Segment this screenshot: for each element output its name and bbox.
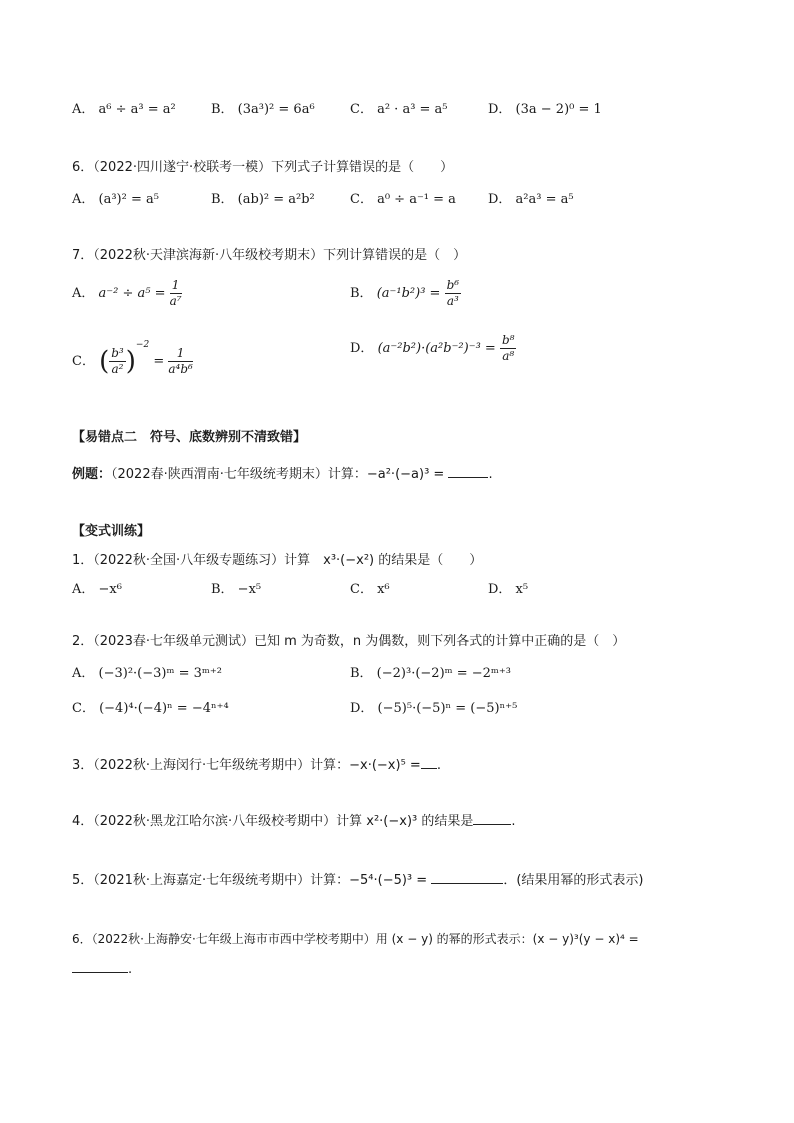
- v5-text: 5．（2021秋·上海嘉定·七年级统考期中）计算：−5⁴·(−5)³ =: [72, 873, 428, 888]
- v5-answer-blank[interactable]: [431, 872, 503, 884]
- v2-option-a[interactable]: A． (−3)²·(−3)ᵐ = 3ᵐ⁺²: [72, 666, 222, 681]
- q7-a-expr: a⁻² ÷ a⁵ =: [98, 286, 166, 301]
- q7-d-num: b⁸: [501, 333, 515, 347]
- v1-option-c[interactable]: C． x⁶: [350, 582, 390, 597]
- q7-c-prefix: C．: [72, 354, 95, 369]
- v3-end: .: [436, 758, 441, 773]
- q7-b-expr: (a⁻¹b²)³ =: [376, 286, 441, 301]
- q5-option-b[interactable]: B． (3a³)² = 6a⁶: [211, 102, 315, 117]
- q7-c-exponent: −2: [135, 340, 150, 350]
- q7-a-prefix: A．: [72, 286, 95, 301]
- q7-b-fraction: [445, 278, 462, 309]
- q7-b-den: a³: [446, 294, 459, 308]
- q7-c-inner-den: a²: [111, 362, 124, 376]
- q7-d-expr: (a⁻²b²)·(a²b⁻²)⁻³ =: [377, 341, 496, 356]
- q7-c-den: a⁴b⁶: [168, 362, 193, 376]
- example-text: （2022春·陕西渭南·七年级统考期末）计算：−a²·(−a)³ =: [111, 467, 445, 482]
- section-heading-error-point-2: 【易错点二 符号、底数辨别不清致错】: [72, 430, 307, 445]
- q7-c-close-paren: ): [125, 346, 136, 377]
- q5-option-c[interactable]: C． a² · a³ = a⁵: [350, 102, 448, 117]
- q7-a-num: 1: [170, 278, 182, 294]
- v3-text: 3．（2022秋·上海闵行·七年级统考期中）计算：−x·(−x)⁵ =: [72, 758, 421, 773]
- q7-c-num: 1: [168, 346, 192, 362]
- v3-question: [72, 757, 441, 774]
- example-end: .: [488, 467, 493, 482]
- q7-option-a[interactable]: [72, 278, 182, 309]
- v6-question: 6．（2022秋·上海静安·七年级上海市市西中学校考期中）用 (x − y) 的幂的形式表示：(x − y)³(y − x)⁴ =: [72, 932, 639, 946]
- v5-end: ．(结果用幂的形式表示): [503, 873, 644, 888]
- q7-c-equals: =: [153, 354, 165, 369]
- q7-c-fraction: [168, 346, 192, 377]
- q7-c-open-paren: (: [99, 346, 110, 377]
- q5-option-d[interactable]: D． (3a − 2)⁰ = 1: [488, 102, 602, 117]
- q7-option-b[interactable]: [350, 278, 461, 309]
- q7-b-prefix: B．: [350, 286, 373, 301]
- variant-training-heading: 【变式训练】: [72, 524, 151, 539]
- v4-text: 4．（2022秋·黑龙江哈尔滨·八年级校考期中）计算 x²·(−x)³ 的结果是: [72, 814, 474, 829]
- q6-option-a[interactable]: A． (a³)² = a⁵: [72, 192, 159, 207]
- example-answer-blank[interactable]: [448, 466, 488, 478]
- v6-end: .: [128, 962, 133, 977]
- q7-d-den: a⁸: [502, 349, 515, 363]
- q7-b-num: b⁶: [446, 278, 460, 292]
- q7-option-c[interactable]: [72, 330, 193, 377]
- q6-option-c[interactable]: C． a⁰ ÷ a⁻¹ = a: [350, 192, 456, 207]
- q7-stem: 7．（2022秋·天津滨海新·八年级校考期末）下列计算错误的是（ ）: [72, 248, 467, 263]
- q6-stem: 6．（2022·四川遂宁·校联考一模）下列式子计算错误的是（ ）: [72, 160, 454, 175]
- example-question: [72, 466, 493, 483]
- v4-answer-blank[interactable]: [473, 813, 511, 825]
- q7-a-den: a⁷: [169, 294, 182, 308]
- v1-option-d[interactable]: D． x⁵: [488, 582, 529, 597]
- v6-answer-line: [72, 961, 132, 978]
- q6-option-b[interactable]: B． (ab)² = a²b²: [211, 192, 315, 207]
- v2-option-d[interactable]: D． (−5)⁵·(−5)ⁿ = (−5)ⁿ⁺⁵: [350, 701, 518, 716]
- q7-c-inner-num: b³: [111, 346, 124, 360]
- v5-question: [72, 872, 643, 889]
- v1-option-a[interactable]: A． −x⁶: [72, 582, 122, 597]
- v3-answer-blank[interactable]: [421, 757, 437, 769]
- v2-option-b[interactable]: B． (−2)³·(−2)ᵐ = −2ᵐ⁺³: [350, 666, 511, 681]
- v4-question: [72, 813, 516, 830]
- q7-a-fraction: [170, 278, 182, 309]
- q7-d-prefix: D．: [350, 341, 374, 356]
- v1-stem: 1．（2022秋·全国·八年级专题练习）计算 x³·(−x²) 的结果是（ ）: [72, 553, 483, 568]
- q7-d-fraction: [500, 333, 517, 364]
- example-label: 例题：: [72, 467, 112, 482]
- v4-end: .: [511, 814, 516, 829]
- v2-stem: 2．（2023春·七年级单元测试）已知 m 为奇数，n 为偶数，则下列各式的计算中正确的是（ ）: [72, 634, 626, 649]
- q6-option-d[interactable]: D． a²a³ = a⁵: [488, 192, 574, 207]
- v6-answer-blank[interactable]: [72, 961, 128, 973]
- q7-option-d[interactable]: [350, 333, 516, 364]
- v1-option-b[interactable]: B． −x⁵: [211, 582, 262, 597]
- q7-c-inner-fraction: [109, 346, 126, 377]
- q5-option-a[interactable]: A． a⁶ ÷ a³ = a²: [72, 102, 176, 117]
- v2-option-c[interactable]: C． (−4)⁴·(−4)ⁿ = −4ⁿ⁺⁴: [72, 701, 229, 716]
